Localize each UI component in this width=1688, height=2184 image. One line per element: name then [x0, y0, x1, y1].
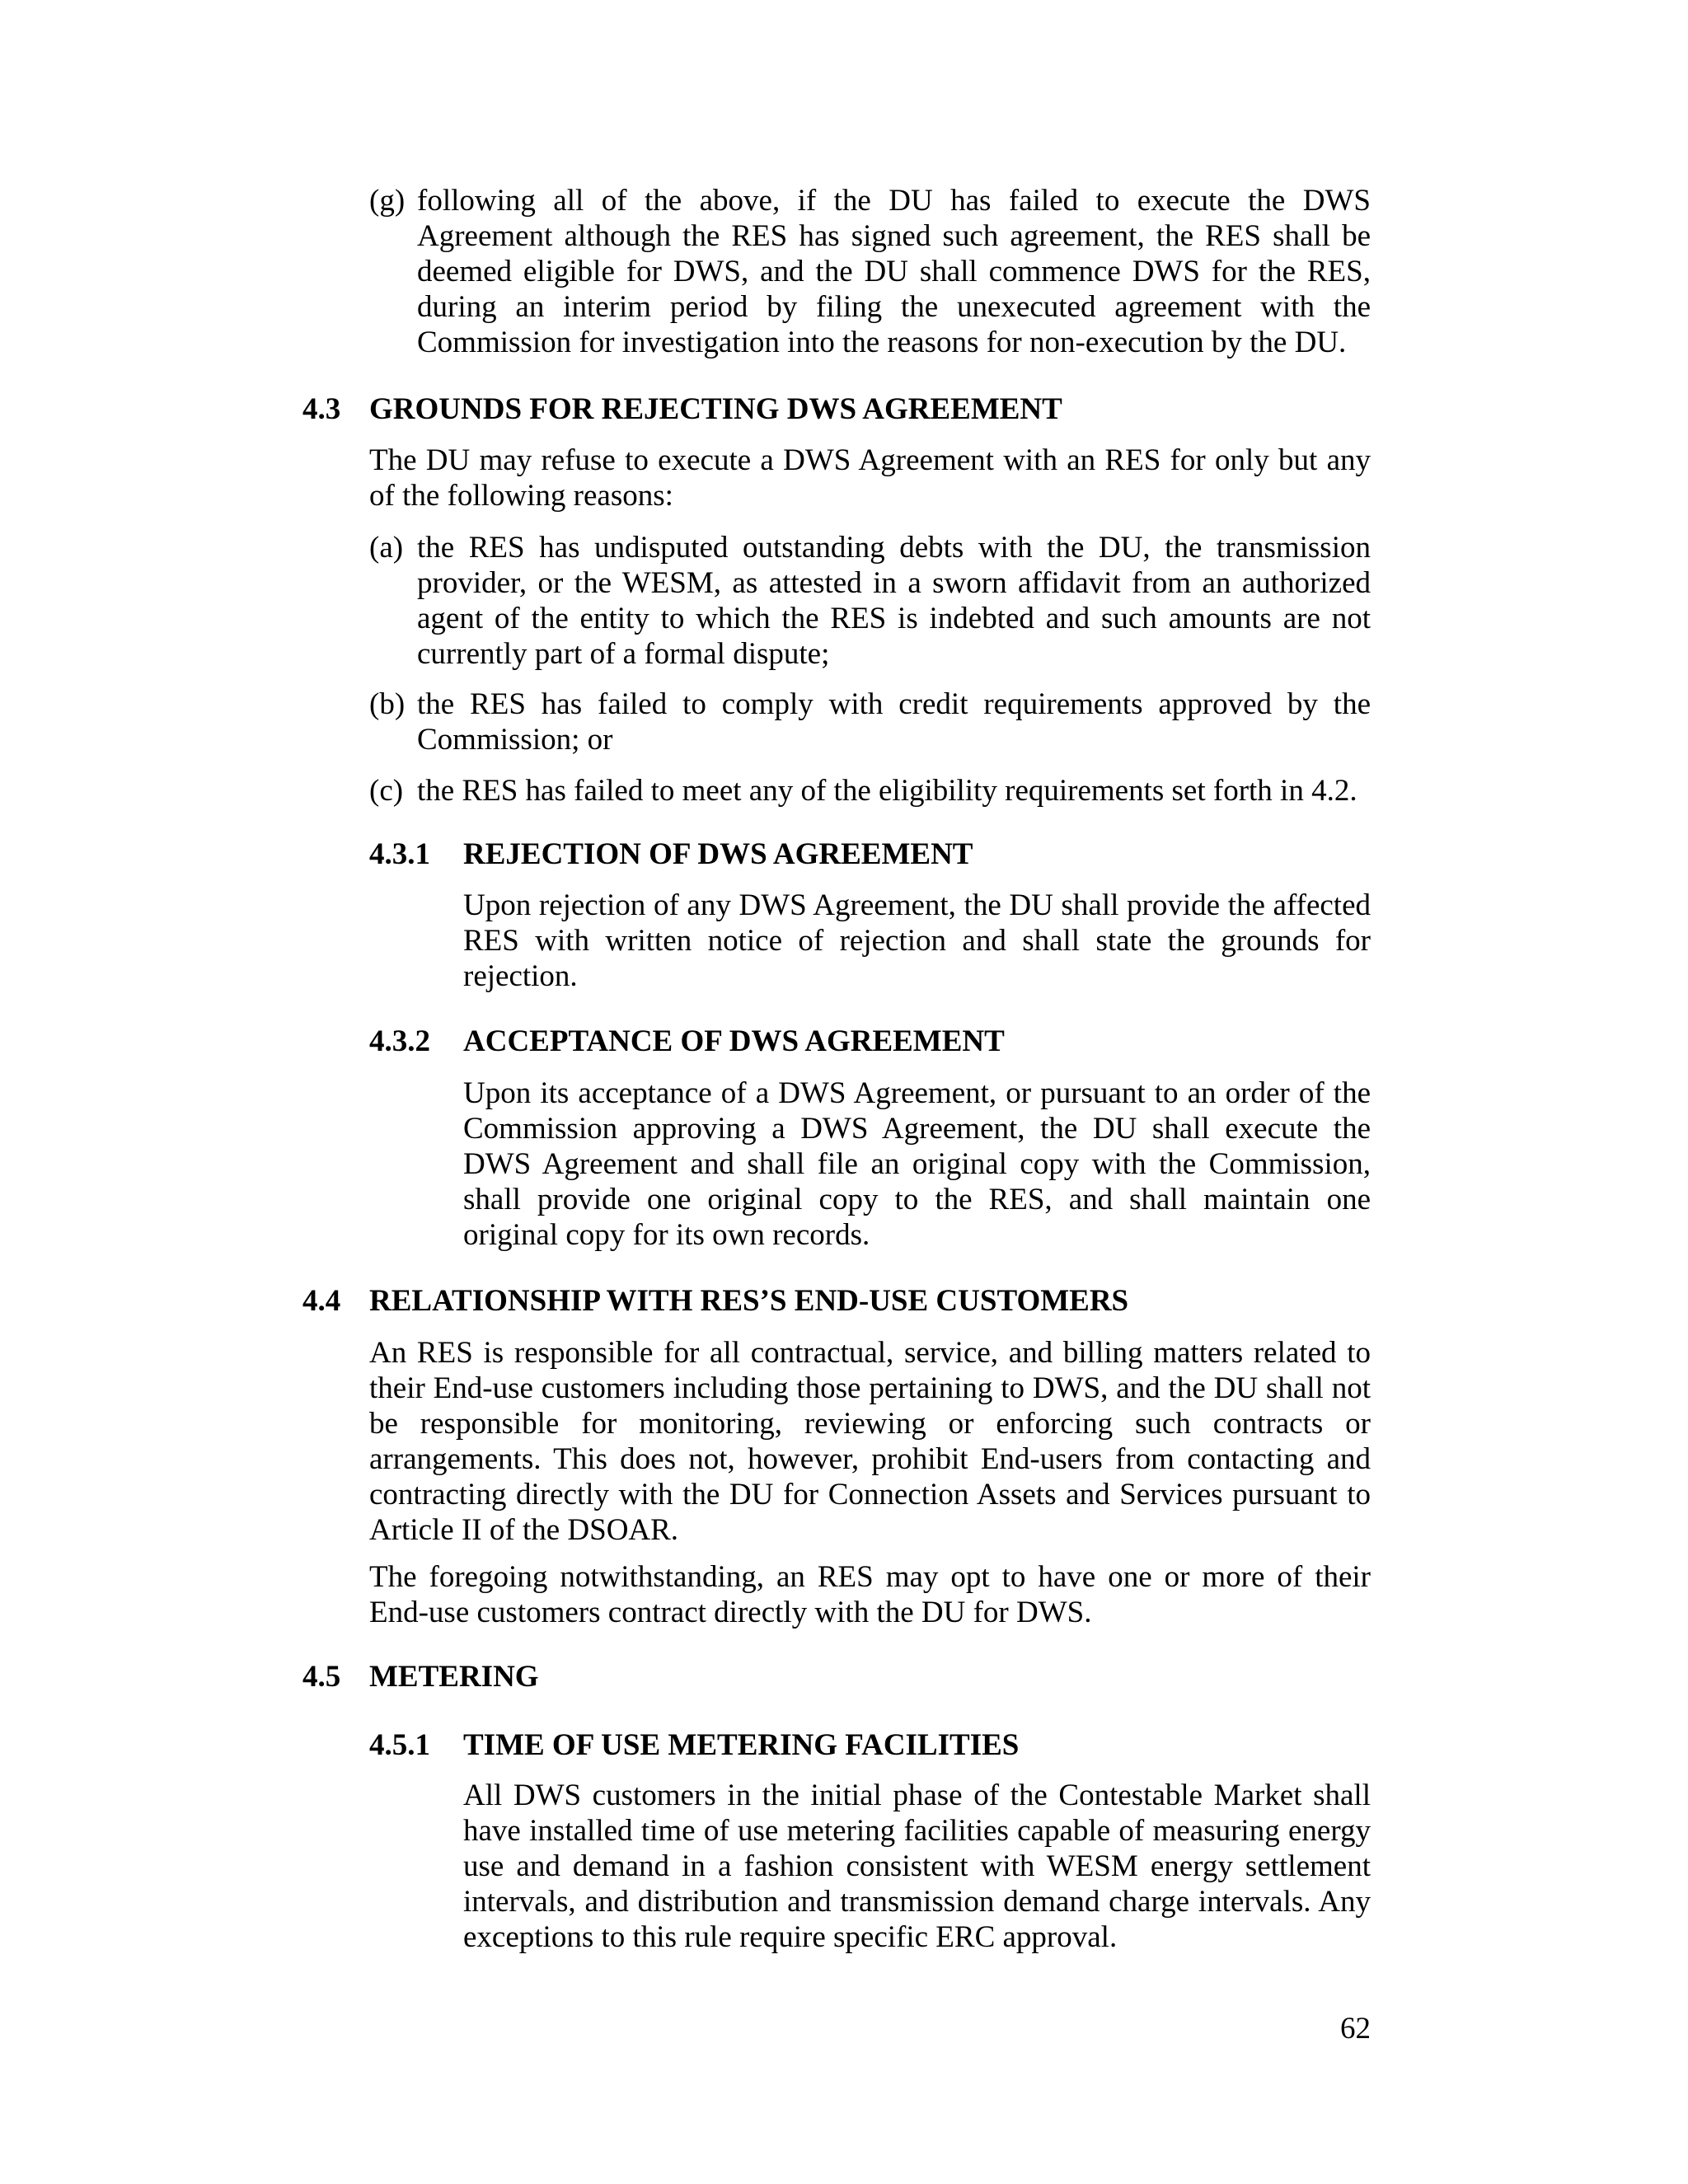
section-heading-4-5 [302, 1659, 539, 1694]
section-heading-4-4 [302, 1283, 1128, 1319]
list-item-text: following all of the above, if the DU has failed to execute the DWS Agreement although the RES has signed such agreement, the RES shall be deemed eligible for DWS, and the DU shall commence DWS for the RES, during an interim period by filing the unexecuted agreement with the Commission for investigation into the reasons for non-execution by the DU. [417, 184, 1371, 359]
list-item-b [369, 687, 1371, 757]
section-paragraph: All DWS customers in the initial phase of the Contestable Market shall have installed time of use metering facilities capable of measuring energy use and demand in a fashion consistent with WESM energy settlement intervals, and distribution and transmission demand charge intervals. Any exceptions to this rule require specific ERC approval. [463, 1779, 1371, 1954]
list-item-a [369, 530, 1371, 672]
section-heading-4-3 [302, 391, 1062, 427]
section-heading-4-5-1 [369, 1727, 1019, 1763]
section-title: RELATIONSHIP WITH RES’S END-USE CUSTOMERS [369, 1284, 1129, 1318]
section-paragraph: The foregoing notwithstanding, an RES may opt to have one or more of their End-use customers contract directly with the DU for DWS. [369, 1560, 1371, 1629]
list-item-g [369, 183, 1371, 360]
section-title: REJECTION OF DWS AGREEMENT [463, 837, 973, 871]
section-paragraph: An RES is responsible for all contractual, service, and billing matters related to their End-use customers including those pertaining to DWS, and the DU shall not be responsible for monitoring, reviewing or enforcing such contracts or arrangements. This does not, however, prohibit End-users from contacting and contracting directly with the DU for Connection Assets and Services pursuant to Article II of the DSOAR. [369, 1336, 1371, 1547]
list-item-text: the RES has failed to comply with credit requirements approved by the Commission; or [417, 687, 1371, 757]
section-number: 4.3 [302, 392, 341, 426]
section-title: METERING [369, 1660, 539, 1694]
section-heading-4-3-2 [369, 1024, 1005, 1059]
list-item-label: (c) [369, 774, 404, 808]
section-number: 4.3.2 [369, 1024, 430, 1058]
section-intro-paragraph: The DU may refuse to execute a DWS Agreement with an RES for only but any of the following reasons: [369, 443, 1371, 513]
section-paragraph: Upon its acceptance of a DWS Agreement, or pursuant to an order of the Commission approving a DWS Agreement, the DU shall execute the DWS Agreement and shall file an original copy with the Commission, shall provide one original copy to the RES, and shall maintain one original copy for its own records. [463, 1076, 1371, 1252]
list-item-text: the RES has undisputed outstanding debts with the DU, the transmission provider, or the WESM, as attested in a sworn affidavit from an authorized agent of the entity to which the RES is indebted and such amounts are not currently part of a formal dispute; [417, 531, 1371, 671]
section-number: 4.4 [302, 1284, 341, 1318]
section-number: 4.5 [302, 1660, 341, 1694]
list-item-c [369, 773, 1379, 808]
page-number: 62 [1340, 2012, 1371, 2046]
section-heading-4-3-1 [369, 837, 973, 872]
section-title: ACCEPTANCE OF DWS AGREEMENT [463, 1024, 1005, 1058]
section-number: 4.5.1 [369, 1728, 430, 1762]
section-title: TIME OF USE METERING FACILITIES [463, 1728, 1020, 1762]
list-item-label: (a) [369, 531, 404, 565]
list-item-label: (g) [369, 184, 406, 218]
section-title: GROUNDS FOR REJECTING DWS AGREEMENT [369, 392, 1062, 426]
section-number: 4.3.1 [369, 837, 430, 871]
list-item-text: the RES has failed to meet any of the eligibility requirements set forth in 4.2. [417, 774, 1357, 808]
section-paragraph: Upon rejection of any DWS Agreement, the DU shall provide the affected RES with written notice of rejection and shall state the grounds for rejection. [463, 888, 1371, 993]
list-item-label: (b) [369, 687, 406, 721]
